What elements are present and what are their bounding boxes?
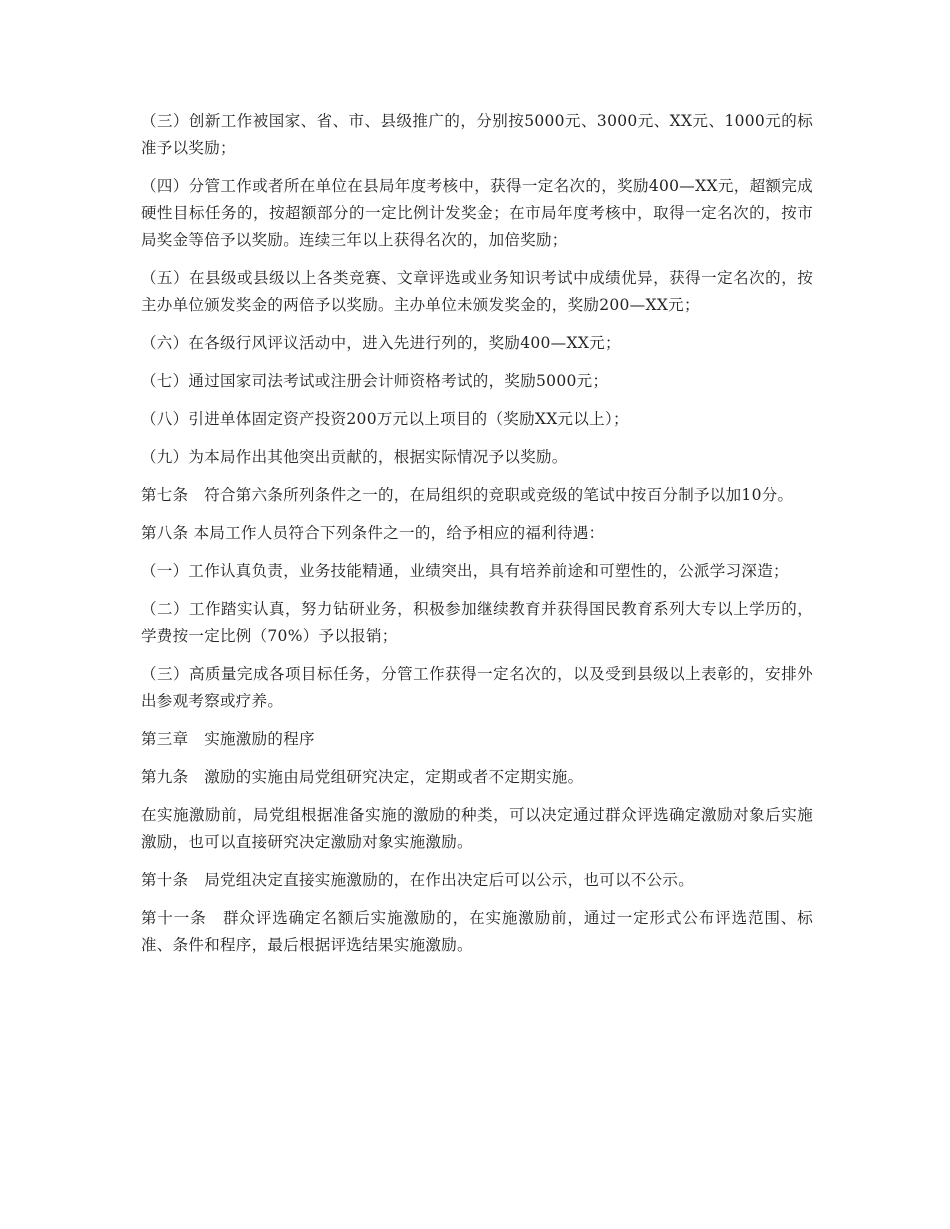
article-7: 第七条 符合第六条所列条件之一的，在局组织的竞职或竞级的笔试中按百分制予以加10分。 [141, 486, 794, 504]
paragraph-award-evaluation: （六）在各级行风评议活动中，进入先进行列的，奖励400—XX元； [141, 334, 621, 352]
paragraph-award-assessment: （四）分管工作或者所在单位在县局年度考核中，获得一定名次的，奖励400—XX元，超额完成硬性目标任务的，按超额部分的一定比例计发奖金；在市局年度考核中，取得一定名次的，按市局奖金等倍予以奖励。连续三年以上获得名次的，加倍奖励； [141, 177, 813, 249]
article-9: 第九条 激励的实施由局党组研究决定，定期或者不定期实施。 [141, 768, 584, 786]
paragraph-benefit-visit: （三）高质量完成各项目标任务，分管工作获得一定名次的，以及受到县级以上表彰的，安排外出参观考察或疗养。 [141, 665, 813, 710]
paragraph-award-innovation: （三）创新工作被国家、省、市、县级推广的，分别按5000元、3000元、XX元、1000元的标准予以奖励； [141, 112, 813, 157]
document-page [141, 108, 813, 970]
paragraph-award-investment: （八）引进单体固定资产投资200万元以上项目的（奖励XX元以上）； [141, 410, 629, 428]
article-8: 第八条 本局工作人员符合下列条件之一的，给予相应的福利待遇： [141, 524, 605, 542]
paragraph-award-other: （九）为本局作出其他突出贡献的，根据实际情况予以奖励。 [141, 448, 568, 466]
article-11: 第十一条 群众评选确定名额后实施激励的，在实施激励前，通过一定形式公布评选范围、标准、条件和程序，最后根据评选结果实施激励。 [141, 909, 813, 954]
paragraph-benefit-tuition: （二）工作踏实认真，努力钻研业务，积极参加继续教育并获得国民教育系列大专以上学历的，学费按一定比例（70%）予以报销； [141, 600, 813, 645]
paragraph-award-exam: （七）通过国家司法考试或注册会计师资格考试的，奖励5000元； [141, 372, 609, 390]
paragraph-award-competition: （五）在县级或县级以上各类竞赛、文章评选或业务知识考试中成绩优异，获得一定名次的，按主办单位颁发奖金的两倍予以奖励。主办单位未颁发奖金的，奖励200—XX元； [141, 269, 813, 314]
chapter-3-heading: 第三章 实施激励的程序 [141, 730, 315, 748]
article-10: 第十条 局党组决定直接实施激励的，在作出决定后可以公示，也可以不公示。 [141, 871, 695, 889]
paragraph-pre-implementation: 在实施激励前，局党组根据准备实施的激励的种类，可以决定通过群众评选确定激励对象后实施激励，也可以直接研究决定激励对象实施激励。 [141, 806, 813, 851]
paragraph-benefit-study: （一）工作认真负责，业务技能精通，业绩突出，具有培养前途和可塑性的，公派学习深造； [141, 562, 789, 580]
